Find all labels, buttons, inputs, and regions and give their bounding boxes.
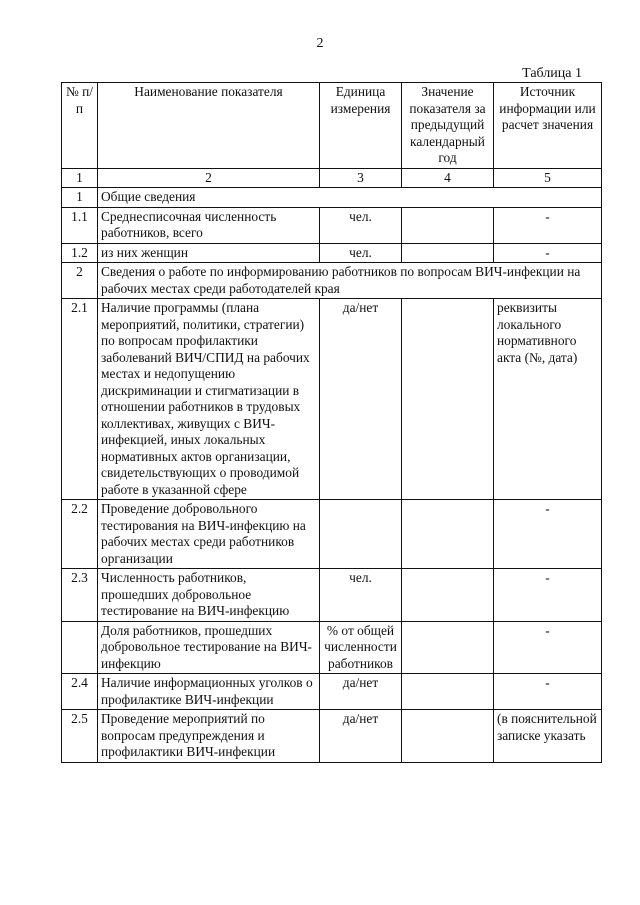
row-value <box>402 500 494 569</box>
row-source: (в пояснительной записке указать <box>494 710 602 763</box>
header-value: Значение показателя за предыдущий календарный год <box>402 83 494 169</box>
row-name: из них женщин <box>98 243 320 263</box>
row-value <box>402 569 494 622</box>
header-unit: Единица измерения <box>320 83 402 169</box>
row-value <box>402 207 494 243</box>
indicators-table <box>61 82 602 763</box>
row-num: 2.4 <box>62 674 98 710</box>
row-name: Проведение мероприятий по вопросам предупреждения и профилактики ВИЧ-инфекции <box>98 710 320 763</box>
row-name: Проведение добровольного тестирования на ВИЧ-инфекцию на рабочих местах среди работников организации <box>98 500 320 569</box>
row-num: 2.3 <box>62 569 98 622</box>
table-row <box>62 569 602 622</box>
section-row <box>62 263 602 299</box>
section-title: Сведения о работе по информированию работников по вопросам ВИЧ-инфекции на рабочих местах среди работодателей края <box>98 263 602 299</box>
row-num: 1.1 <box>62 207 98 243</box>
row-value <box>402 299 494 500</box>
row-name: Наличие информационных уголков о профилактике ВИЧ-инфекции <box>98 674 320 710</box>
table-header-row <box>62 83 602 169</box>
header-name: Наименование показателя <box>98 83 320 169</box>
page-number: 2 <box>316 36 324 51</box>
row-unit: чел. <box>320 243 402 263</box>
row-value <box>402 674 494 710</box>
column-number: 2 <box>98 168 320 188</box>
row-num: 2.1 <box>62 299 98 500</box>
table-row <box>62 500 602 569</box>
row-num <box>62 621 98 674</box>
column-number: 3 <box>320 168 402 188</box>
row-name: Численность работников, прошедших добровольное тестирование на ВИЧ-инфекцию <box>98 569 320 622</box>
row-num: 2.2 <box>62 500 98 569</box>
row-unit: да/нет <box>320 710 402 763</box>
row-unit: % от общей численности работников <box>320 621 402 674</box>
table-row <box>62 243 602 263</box>
row-num: 2 <box>62 263 98 299</box>
row-num: 2.5 <box>62 710 98 763</box>
row-num: 1.2 <box>62 243 98 263</box>
column-number: 1 <box>62 168 98 188</box>
row-unit <box>320 500 402 569</box>
row-name: Наличие программы (плана мероприятий, политики, стратегии) по вопросам профилактики заболеваний ВИЧ/СПИД на рабочих местах и недопущению дискриминации и стигматизации в отношении работников в трудовых коллективах, живущих с ВИЧ-инфекцией, иных локальных нормативных актов организации, свидетельствующих о проводимой работе в указанной сфере <box>98 299 320 500</box>
row-source: - <box>494 621 602 674</box>
column-number: 4 <box>402 168 494 188</box>
row-source: - <box>494 569 602 622</box>
table-label: Таблица 1 <box>522 66 582 81</box>
section-row <box>62 188 602 208</box>
row-value <box>402 621 494 674</box>
row-value <box>402 243 494 263</box>
header-source: Источник информации или расчет значения <box>494 83 602 169</box>
row-source: - <box>494 207 602 243</box>
row-name: Доля работников, прошедших добровольное тестирование на ВИЧ-инфекцию <box>98 621 320 674</box>
column-number: 5 <box>494 168 602 188</box>
row-source: - <box>494 674 602 710</box>
row-unit: чел. <box>320 569 402 622</box>
row-source: реквизиты локального нормативного акта (№, дата) <box>494 299 602 500</box>
column-number-row <box>62 168 602 188</box>
table-row <box>62 621 602 674</box>
row-value <box>402 710 494 763</box>
section-title: Общие сведения <box>98 188 602 208</box>
row-source: - <box>494 500 602 569</box>
table-row <box>62 674 602 710</box>
table-row <box>62 299 602 500</box>
row-source: - <box>494 243 602 263</box>
row-name: Среднесписочная численность работников, всего <box>98 207 320 243</box>
row-num: 1 <box>62 188 98 208</box>
table-row <box>62 710 602 763</box>
row-unit: да/нет <box>320 674 402 710</box>
header-num: № п/п <box>62 83 98 169</box>
row-unit: чел. <box>320 207 402 243</box>
table-row <box>62 207 602 243</box>
row-unit: да/нет <box>320 299 402 500</box>
